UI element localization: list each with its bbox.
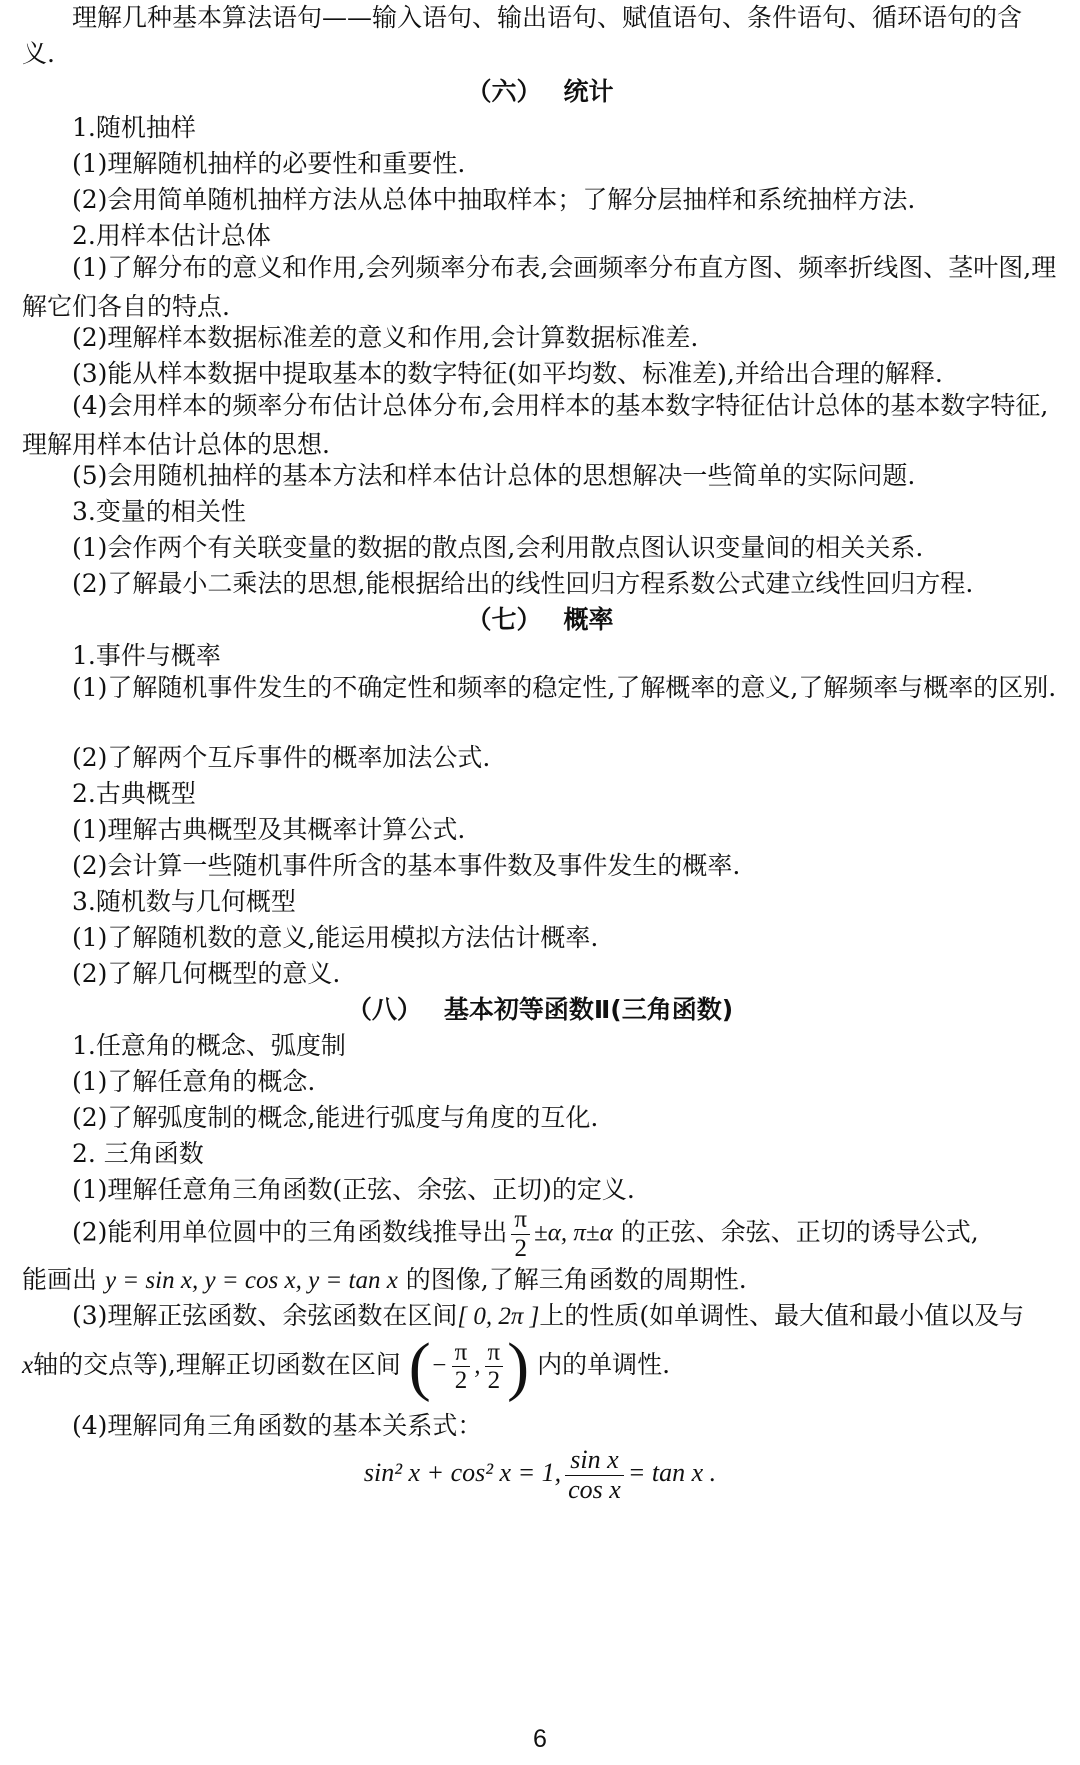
paragraph: (2)会计算一些随机事件所含的基本事件数及事件发生的概率. [72,851,741,880]
paragraph: (2)了解几何概型的意义. [72,959,341,988]
paragraph-induction-formulas: (2)能利用单位圆中的三角函数线推导出 $\frac{\pi}{2}$ ±α, π±α 的正弦、余弦、正切的诱导公式, [72,1206,979,1262]
paragraph-continued: x轴的交点等),理解正切函数在区间 (− $\frac{\pi}{2}$ , $\frac{\pi}{2}$ ) 内的单调性. [22,1329,671,1403]
paragraph: (2)了解最小二乘法的思想,能根据给出的线性回归方程系数公式建立线性回归方程. [72,569,974,598]
section-number: （八） [346,995,422,1024]
paragraph: (2)会用简单随机抽样方法从总体中抽取样本；了解分层抽样和系统抽样方法. [72,185,916,214]
paragraph: (3)能从样本数据中提取基本的数字特征(如平均数、标准差),并给出合理的解释. [72,359,943,388]
page-number: 6 [533,1725,547,1753]
paragraph: (4)理解同角三角函数的基本关系式： [72,1411,483,1440]
paragraph-continued: 能画出 y = sin x, y = cos x, y = tan x 的图像,了解三角函数的周期性. [22,1265,747,1294]
paragraph: (1)会作两个有关联变量的数据的散点图,会利用散点图认识变量间的相关关系. [72,533,924,562]
paragraph: (1)了解分布的意义和作用,会列频率分布表,会画频率分布直方图、频率折线图、茎叶图,理解它们各自的特点. [22,253,1057,321]
paragraph: (1)了解随机数的意义,能运用模拟方法估计概率. [72,923,599,952]
paragraph-interval: (3)理解正弦函数、余弦函数在区间[ 0, 2π ]上的性质(如单调性、最大值和最小值以及与 [72,1301,1025,1330]
paragraph: (2)了解弧度制的概念,能进行弧度与角度的互化. [72,1103,599,1132]
section-title: 基本初等函数Ⅱ(三角函数) [443,995,734,1024]
section-title: 统计 [563,77,614,106]
subsection-heading: 2. 三角函数 [72,1139,204,1168]
subsection-heading: 1.任意角的概念、弧度制 [72,1031,346,1060]
section-number: （七） [466,605,542,634]
paragraph: (2)理解样本数据标准差的意义和作用,会计算数据标准差. [72,323,699,352]
subsection-heading: 1.随机抽样 [72,113,196,142]
paren-left: ( [408,1329,431,1403]
fraction-sin-over-cos: $\frac{\text{sin x}}{\text{cos x}}$ [565,1446,624,1504]
paragraph: (5)会用随机抽样的基本方法和样本估计总体的思想解决一些简单的实际问题. [72,461,916,490]
fraction-pi-over-2: $\frac{\pi}{2}$ [452,1339,471,1395]
paragraph: (1)了解随机事件发生的不确定性和频率的稳定性,了解概率的意义,了解频率与概率的区别. [72,673,1057,702]
fraction-pi-over-2: $\frac{\pi}{2}$ [485,1339,504,1395]
intro-line-continued: 义. [22,39,55,68]
subsection-heading: 3.随机数与几何概型 [72,887,296,916]
subsection-heading: 3.变量的相关性 [72,497,246,526]
math-interval: [ 0, 2π ] [457,1303,540,1330]
paragraph: (1)理解古典概型及其概率计算公式. [72,815,466,844]
math-functions: y = sin x, y = cos x, y = tan x [104,1267,398,1294]
intro-line: 理解几种基本算法语句——输入语句、输出语句、赋值语句、条件语句、循环语句的含 [72,3,1023,32]
section-heading-6 [0,74,1080,110]
paragraph: (4)会用样本的频率分布估计总体分布,会用样本的基本数字特征估计总体的基本数字特征,理解用样本估计总体的思想. [22,391,1049,459]
fraction-pi-over-2: $\frac{\pi}{2}$ [511,1206,530,1262]
section-heading-8 [0,992,1080,1028]
paragraph: (2)了解两个互斥事件的概率加法公式. [72,743,491,772]
section-title: 概率 [563,605,614,634]
section-number: （六） [466,77,542,106]
subsection-heading: 2.用样本估计总体 [72,221,271,250]
subsection-heading: 2.古典概型 [72,779,196,808]
paragraph: (1)理解随机抽样的必要性和重要性. [72,149,466,178]
subsection-heading: 1.事件与概率 [72,641,221,670]
paren-right: ) [507,1329,530,1403]
paragraph: (1)理解任意角三角函数(正弦、余弦、正切)的定义. [72,1175,635,1204]
paragraph: (1)了解任意角的概念. [72,1067,316,1096]
section-heading-7 [0,602,1080,638]
trig-identity-formula: sin² x + cos² x = 1, $\frac{\text{sin x}}{\text{cos x}}$ = tan x . [363,1445,717,1504]
